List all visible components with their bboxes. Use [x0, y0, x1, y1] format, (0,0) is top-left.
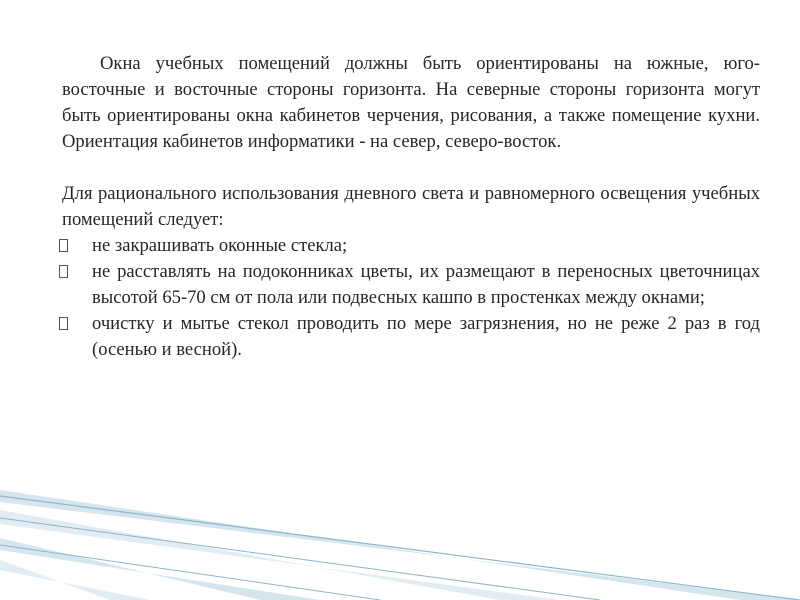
decorative-stripe	[0, 490, 800, 600]
decorative-stripe-line	[0, 518, 600, 600]
bullet-list	[62, 233, 760, 363]
list-item-text: не расставлять на подоконниках цветы, их размещают в переносных цветочницах высотой 65-70 см от пола или подвесных кашпо в простенках между окнами;	[92, 261, 760, 308]
list-item	[62, 259, 760, 311]
decorative-stripes	[0, 490, 800, 600]
missing-glyph-bullet-icon	[59, 317, 68, 330]
list-item-text: очистку и мытье стекол проводить по мере загрязнения, но не реже 2 раз в год (осенью и весной).	[92, 313, 760, 360]
list-item	[62, 233, 760, 259]
decorative-stripe	[0, 510, 560, 600]
paragraph-spacer	[62, 155, 760, 181]
list-item	[62, 311, 760, 363]
decorative-stripe	[0, 538, 320, 600]
missing-glyph-bullet-icon	[59, 239, 68, 252]
paragraph-daylight-intro: Для рационального использования дневного света и равномерного освещения учебных помещений следует:	[62, 183, 760, 230]
decorative-stripe-line	[0, 496, 800, 600]
missing-glyph-bullet-icon	[59, 265, 68, 278]
decorative-stripe	[0, 560, 150, 600]
decorative-stripe-line	[0, 545, 380, 600]
slide-body	[62, 51, 760, 363]
paragraph-window-orientation: Окна учебных помещений должны быть ориентированы на южные, юго-восточные и восточные стороны горизонта. На северные стороны горизонта могут быть ориентированы окна кабинетов черчения, рисования, а также помещение кухни. Ориентация кабинетов информатики - на север, северо-восток.	[62, 53, 760, 152]
list-item-text: не закрашивать оконные стекла;	[92, 235, 348, 256]
